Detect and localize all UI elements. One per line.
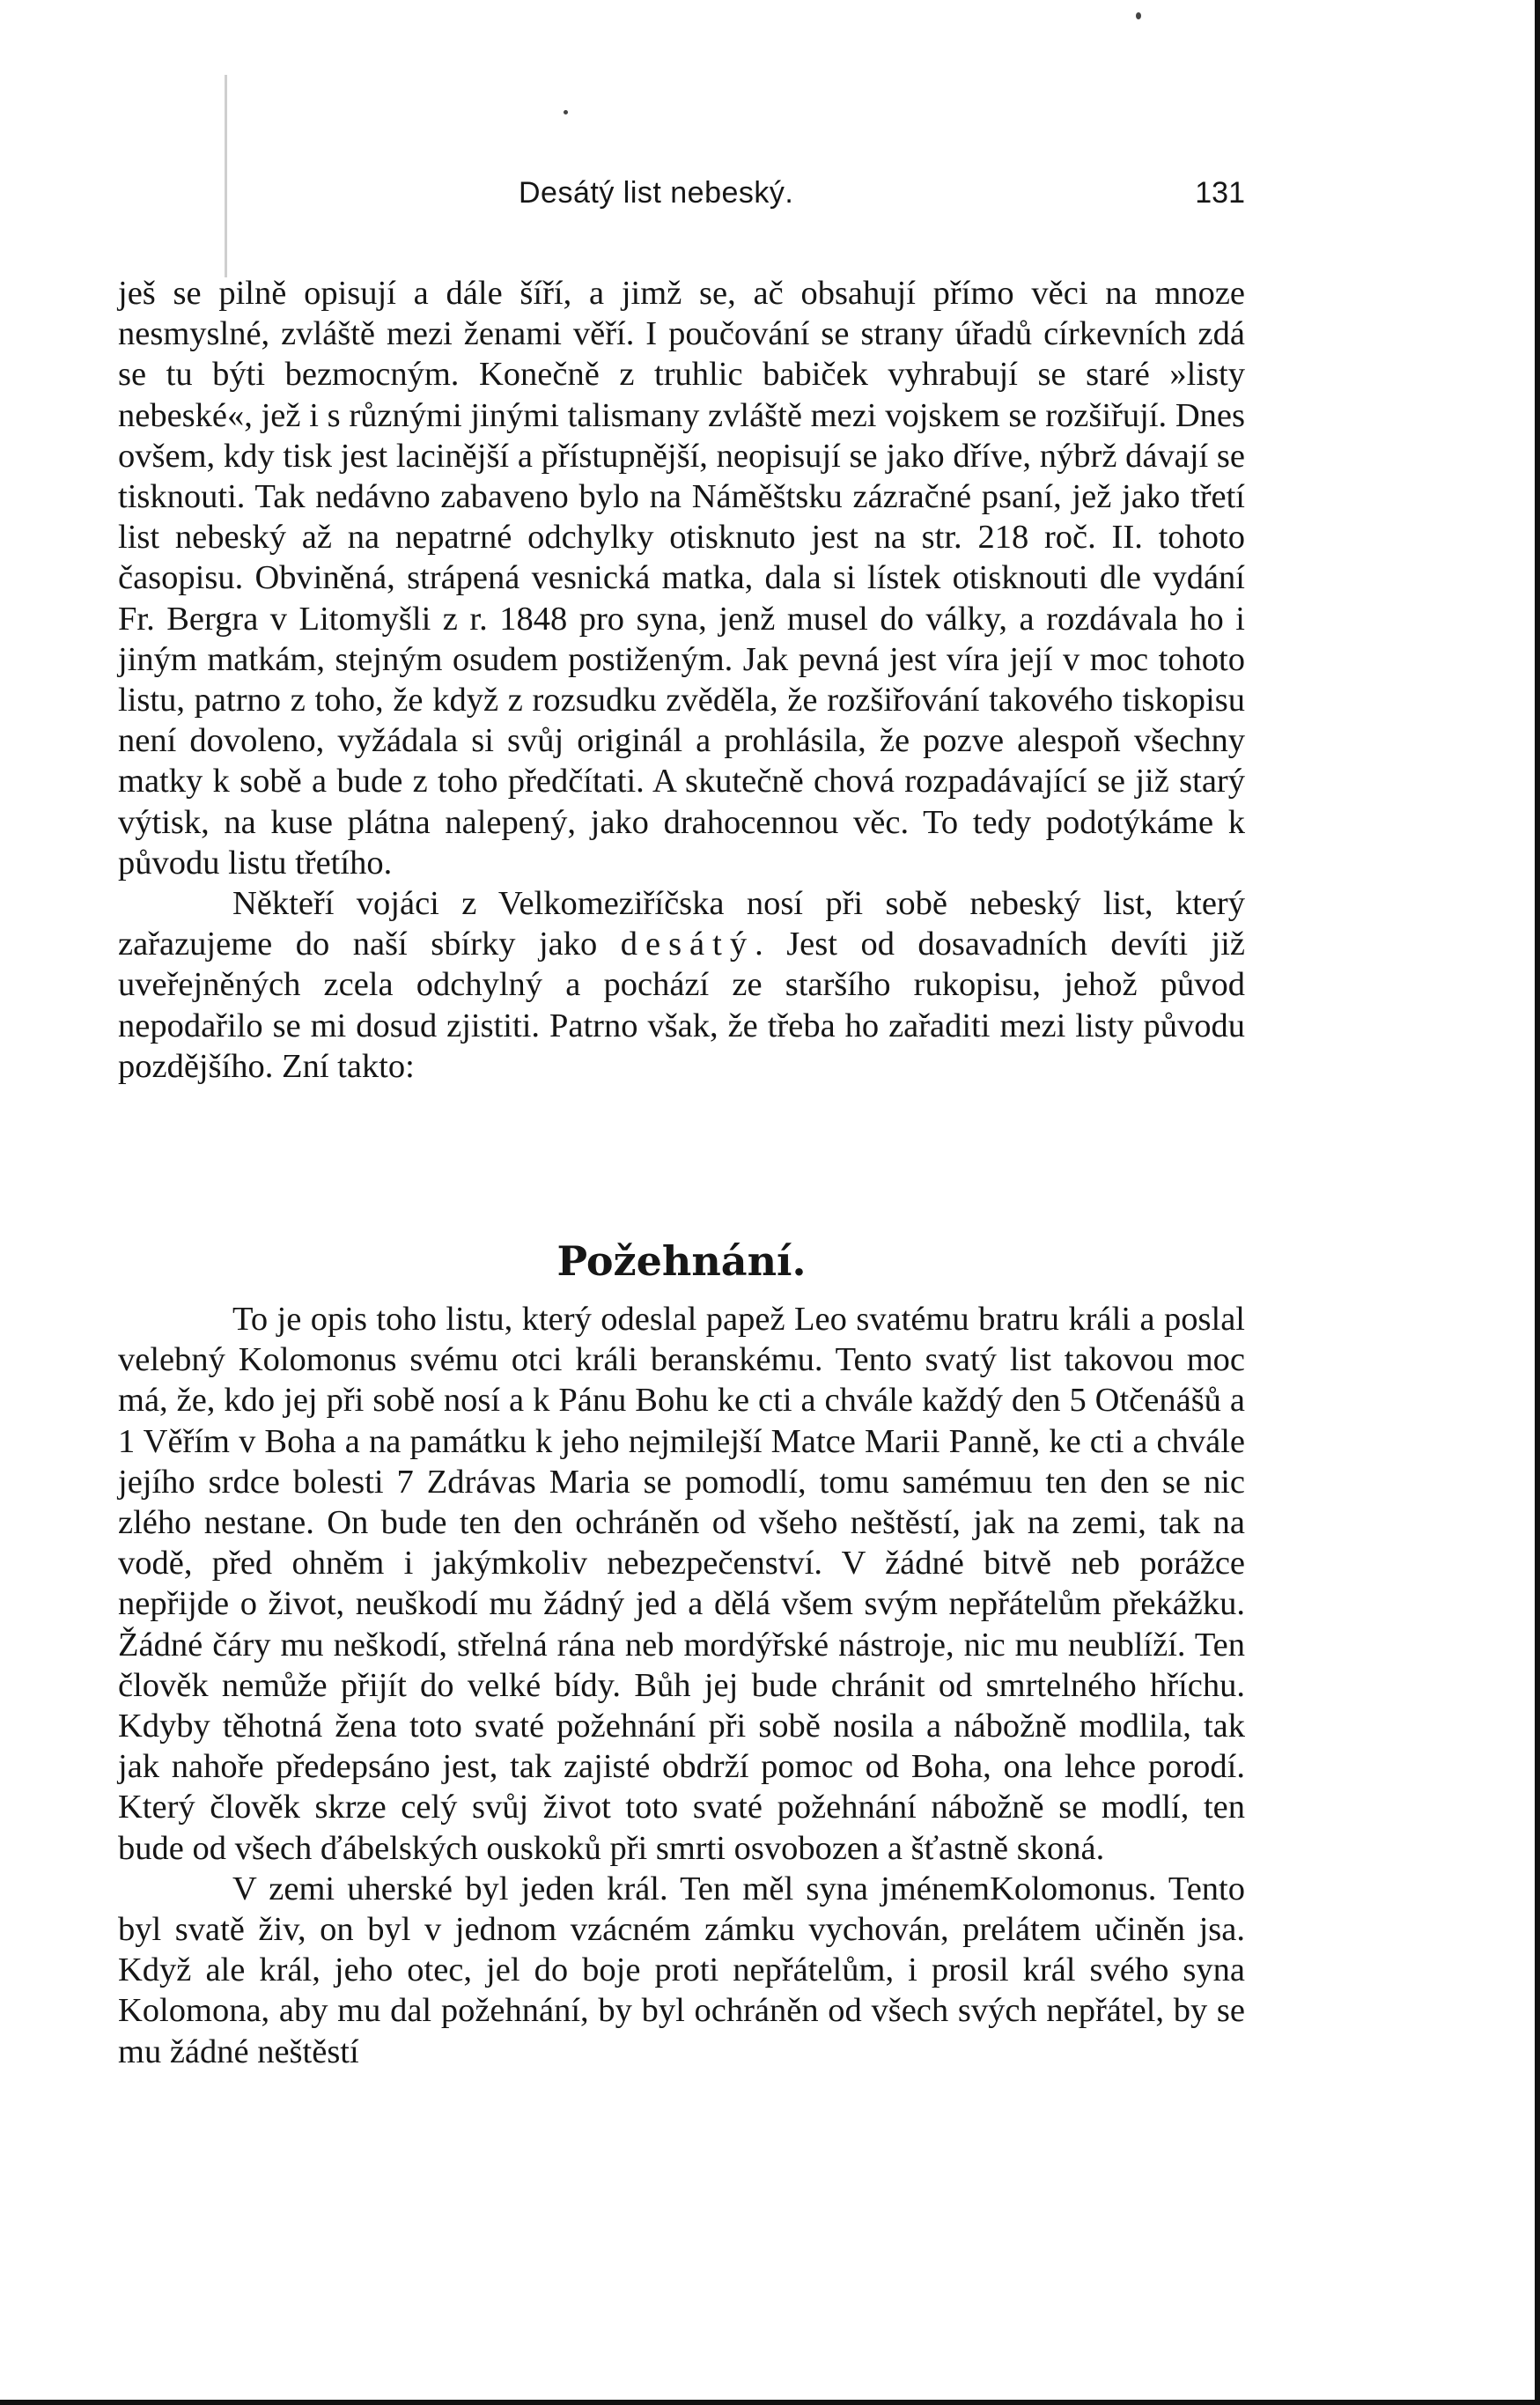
intro-text <box>118 273 1245 1087</box>
page-number: 131 <box>1195 176 1245 210</box>
print-speck <box>1136 12 1141 19</box>
page-header <box>118 176 1245 229</box>
blessing-text <box>118 1299 1245 2072</box>
emphasized-word: desátý <box>620 926 755 963</box>
paragraph-text: . Jest od dosavadních devíti již uveřejněných zcela odchylný a pochází ze staršího rukopisu, jehož původ nepodařilo se mi dosud zjistiti. Patrno však, že třeba ho zařaditi mezi listy původu pozdějšího. Zní takto: <box>118 926 1246 1085</box>
print-speck <box>564 110 568 114</box>
paragraph: ješ se pilně opisují a dále šíří, a jimž se, ač obsahují přímo věci na mnoze nesmyslné, zvláště mezi ženami věří. I poučování se strany úřadů církevních zdá se tu býti bezmocným. Konečně z truhlic babiček vyhrabují se staré »listy nebeské«, jež i s různými jinými talismany zvláště mezi vojskem se rozšiřují. Dnes ovšem, kdy tisk jest lacinější a přístupnější, neopisují se jako dříve, nýbrž dávají se tisknouti. Tak nedávno zabaveno bylo na Náměštsku zázračné psaní, jež jako třetí list nebeský až na nepatrné odchylky otisknuto jest na str. 218 roč. II. tohoto časopisu. Obviněná, strápená vesnická matka, dala si lístek otisknouti dle vydání Fr. Bergra v Litomyšli z r. 1848 pro syna, jenž musel do války, a rozdávala ho i jiným matkám, stejným osudem postiženým. Jak pevná jest víra její v moc tohoto listu, patrno z toho, že když z rozsudku zvěděla, že rozšiřování takového tiskopisu není dovoleno, vyžádala si svůj originál a prohlásila, že pozve alespoň všechny matky k sobě a bude z toho předčítati. A skutečně chová rozpadávající se již starý výtisk, na kuse plátna nalepený, jako drahocennou věc. To tedy podotýkáme k původu listu třetího. <box>118 275 1245 882</box>
section-title: Požehnání. <box>556 1237 807 1285</box>
paragraph <box>118 883 1245 1087</box>
paragraph-text: Někteří vojáci z Velkomeziříčska nosí při sobě nebeský list, který zařazujeme do naší sbírky jako <box>118 885 1245 963</box>
running-title: Desátý list nebeský. <box>519 176 794 210</box>
paragraph: V zemi uherské byl jeden král. Ten měl syna jménemKolomonus. Tento byl svatě živ, on byl v jednom vzácném zámku vychován, prelátem učiněn jsa. Když ale král, jeho otec, jel do boje proti nepřátelům, i prosil král svého syna Kolomona, aby mu dal požehnání, by byl ochráněn od všech svých nepřátel, by se mu žádné neštěstí <box>118 1870 1245 2070</box>
paragraph: To je opis toho listu, který odeslal papež Leo svatému bratru králi a poslal velebný Kolomonus svému otci králi beranskému. Tento svatý list takovou moc má, že, kdo jej při sobě nosí a k Pánu Bohu ke cti a chvále každý den 5 Otčenášů a 1 Věřím v Boha a na památku k jeho nejmilejší Matce Marii Panně, ke cti a chvále jejího srdce bolesti 7 Zdrávas Maria se pomodlí, tomu samémuu ten den se nic zlého nestane. On bude ten den ochráněn od všeho neštěstí, jak na zemi, tak na vodě, před ohněm i jakýmkoliv nebezpečenství. V žádné bitvě neb porážce nepřijde o život, neuškodí mu žádný jed a dělá všem svým nepřátelům překážku. Žádné čáry mu neškodí, střelná rána neb mordýřské nástroje, nic mu neublíží. Ten člověk nemůže přijít do velké bídy. Bůh jej bude chránit od smrtelného hříchu. Kdyby těhotná žena toto svaté požehnání při sobě nosila a nábožně modlila, tak jak nahoře předepsáno jest, tak zajisté obdrží pomoc od Boha, ona lehce porodí. Který člověk skrze celý svůj život toto svaté požehnání nábožně se modlí, ten bude od všech ďábelských ouskoků při smrti osvobozen a šťastně skoná. <box>118 1301 1245 1867</box>
